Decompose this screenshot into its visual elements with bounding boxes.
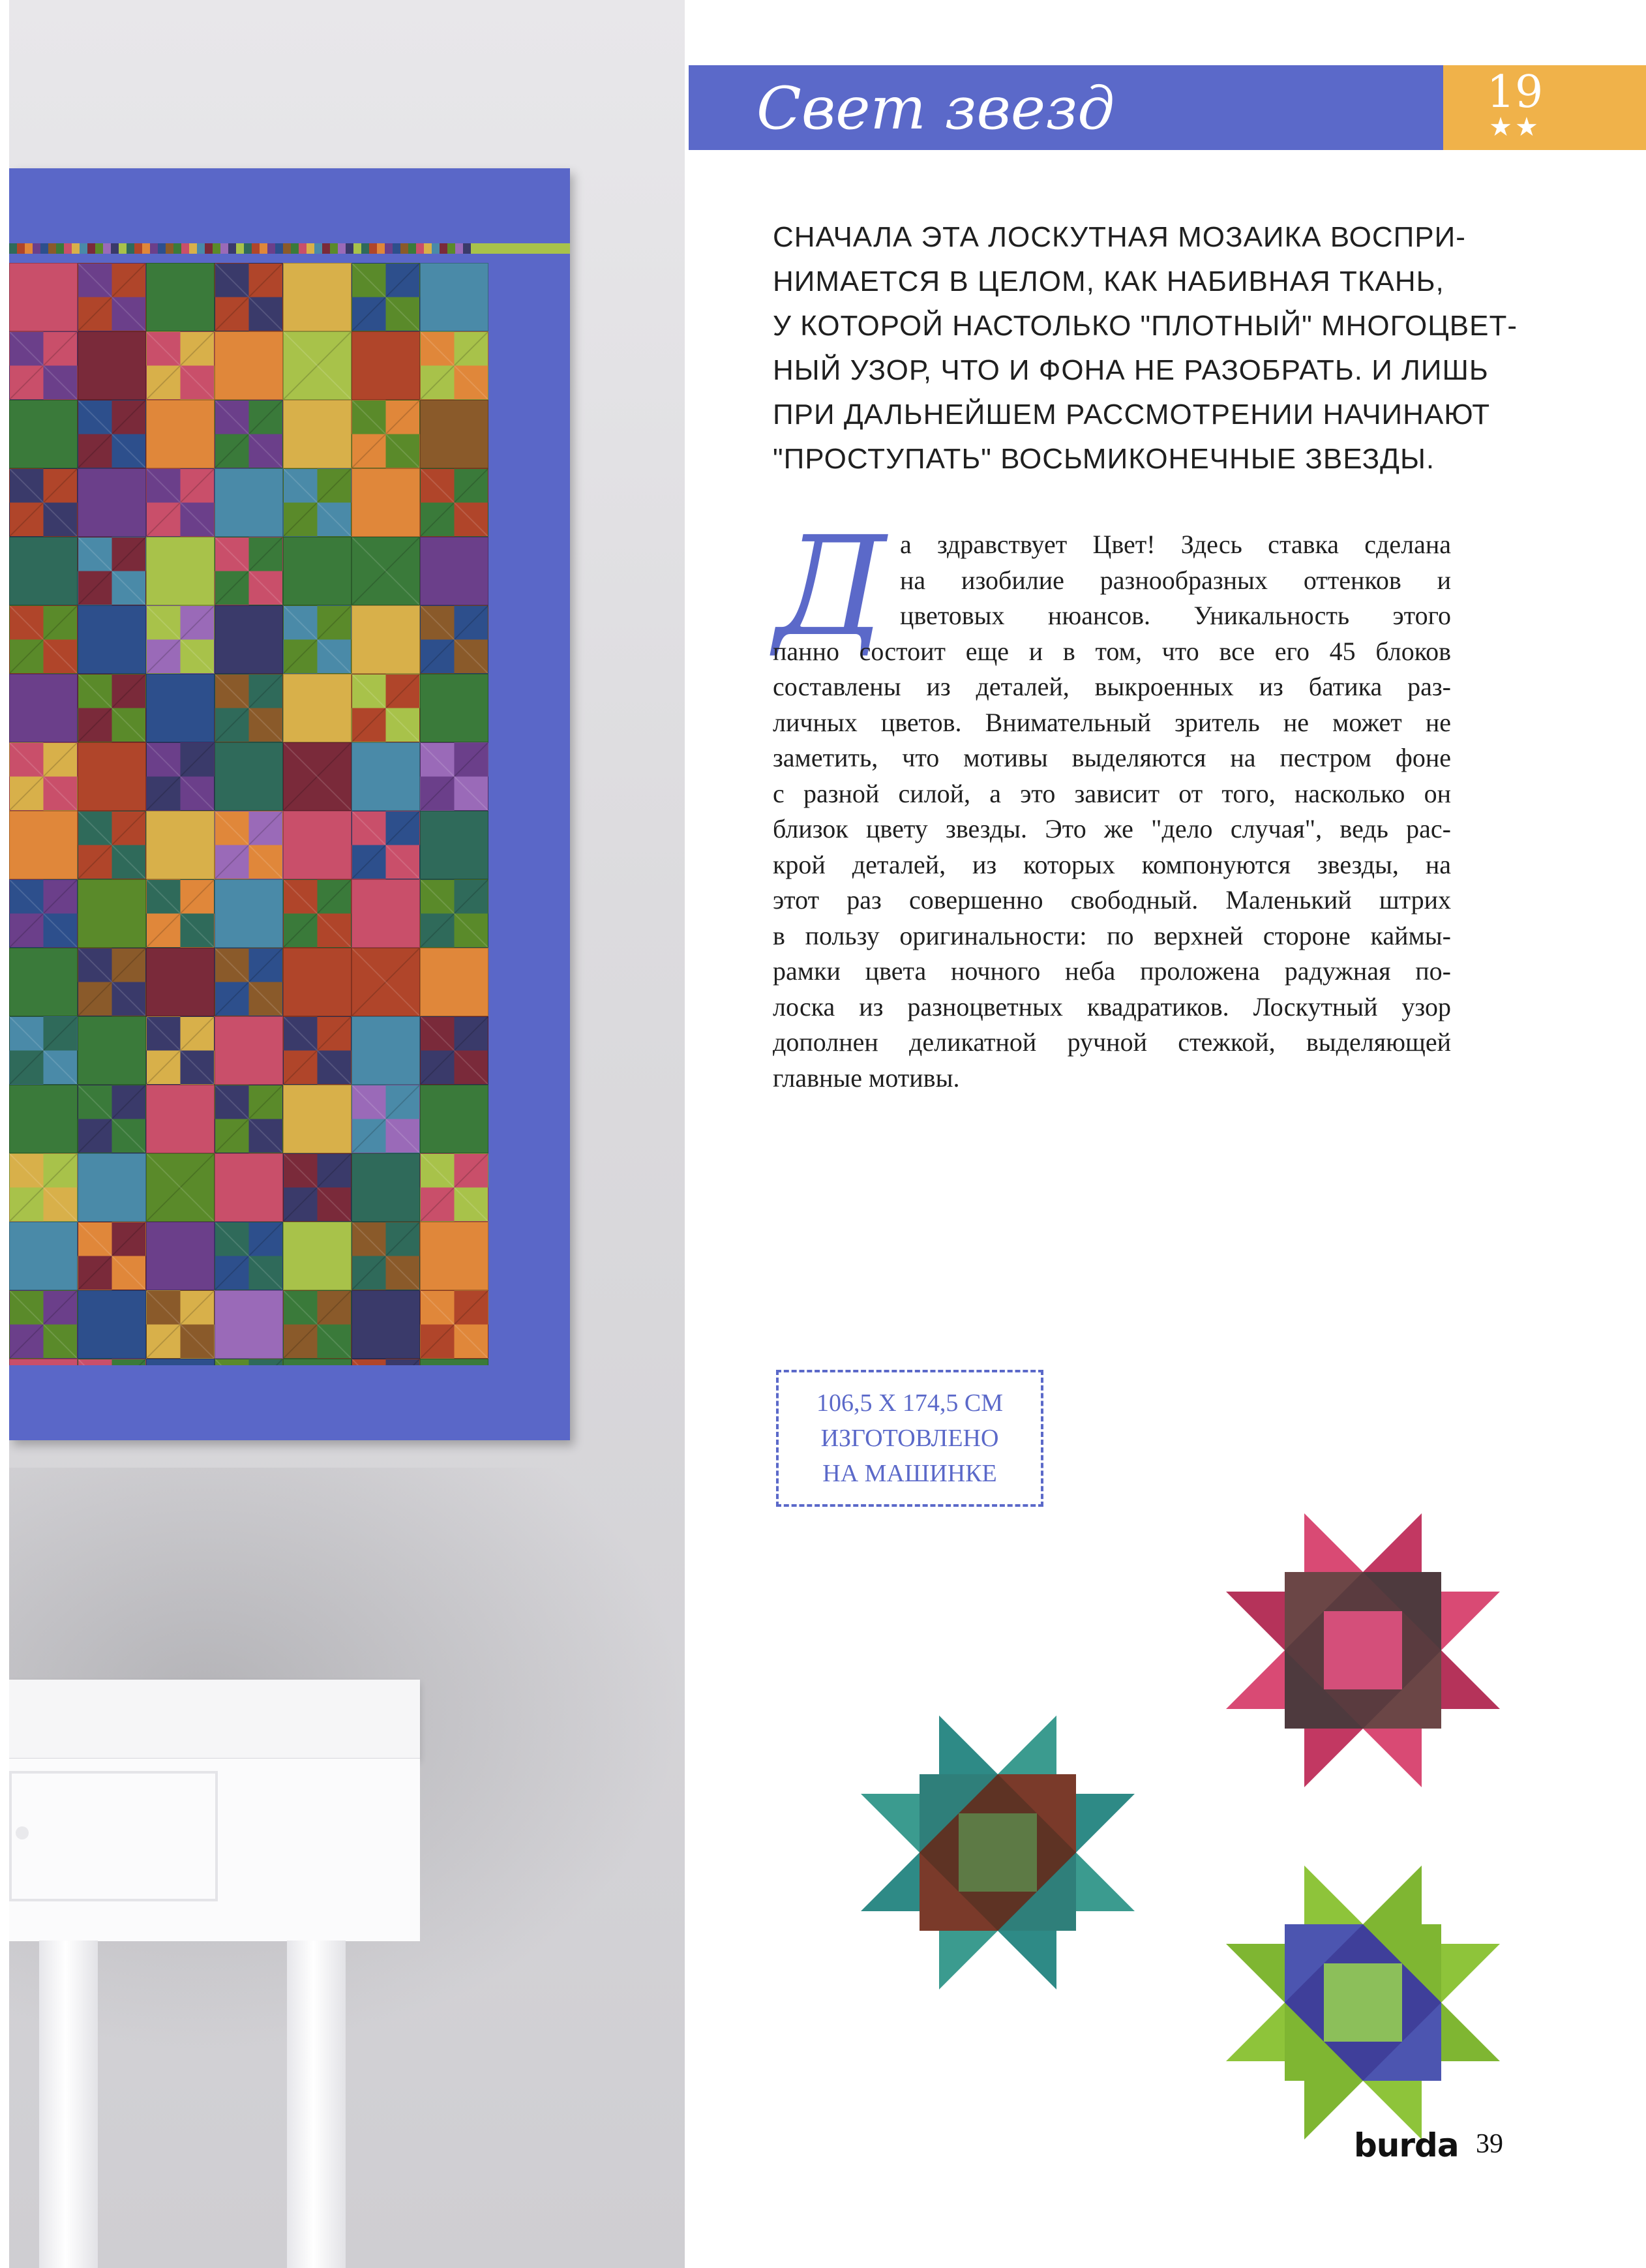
quilt-patch — [283, 879, 352, 948]
quilt-patch — [78, 742, 146, 811]
body-line: рамки цвета ночного неба проложена радужная по- — [773, 956, 1451, 986]
quilt-patch — [215, 948, 283, 1016]
quilt-patch — [215, 674, 283, 742]
quilt-patch — [9, 263, 78, 331]
quilt-patch — [78, 537, 146, 605]
quilt-patch — [283, 1153, 352, 1222]
quilt-patch — [9, 1016, 78, 1085]
quilt-center — [9, 263, 488, 1365]
info-line: ИЗГОТОВЛЕНО — [820, 1425, 999, 1452]
quilt-patch — [420, 1016, 488, 1085]
quilt-patch — [283, 674, 352, 742]
quilt-patch — [146, 742, 215, 811]
quilt-patch — [78, 879, 146, 948]
quilt-patch — [9, 1290, 78, 1359]
quilt-patch — [352, 605, 420, 674]
quilt-patch — [78, 400, 146, 468]
body-line: личных цветов. Внимательный зритель не может не — [773, 707, 1451, 737]
quilt-patch — [420, 1359, 488, 1365]
quilt-patch — [352, 331, 420, 400]
quilt-patch — [146, 879, 215, 948]
quilt-patch — [146, 674, 215, 742]
quilt-patch — [215, 1290, 283, 1359]
quilt-patch — [78, 331, 146, 400]
quilt-patch — [146, 1290, 215, 1359]
quilt-patch — [420, 1085, 488, 1153]
quilt-patch — [78, 948, 146, 1016]
quilt-patch — [9, 400, 78, 468]
quilt-patch — [146, 263, 215, 331]
body-line: главные мотивы. — [773, 1063, 960, 1093]
quilt-patch — [283, 1085, 352, 1153]
rainbow-stripe — [9, 243, 570, 254]
quilt-patch — [352, 1016, 420, 1085]
quilt-patch — [9, 879, 78, 948]
quilt-patch — [283, 1359, 352, 1365]
drop-cap: Д — [775, 507, 886, 667]
quilt-patch — [215, 263, 283, 331]
body-text — [773, 527, 1451, 1096]
quilt-patch — [283, 811, 352, 879]
quilt-patch — [215, 400, 283, 468]
quilt-patch — [146, 811, 215, 879]
quilt-patch — [215, 1085, 283, 1153]
quilt-patch — [9, 331, 78, 400]
quilt-patch — [146, 1153, 215, 1222]
quilt-patch — [146, 331, 215, 400]
quilt-patch — [420, 1290, 488, 1359]
brand-logo: burda — [1354, 2126, 1459, 2164]
quilt-patch — [420, 537, 488, 605]
quilt-patch — [9, 1359, 78, 1365]
quilt-patch — [78, 468, 146, 537]
quilt-patch — [78, 811, 146, 879]
table-top — [9, 1680, 420, 1758]
quilt-patch — [78, 1290, 146, 1359]
quilt-patch — [215, 331, 283, 400]
quilt-patch — [352, 742, 420, 811]
quilt-patch — [352, 537, 420, 605]
info-line: НА МАШИНКЕ — [822, 1460, 997, 1487]
lead-paragraph — [773, 215, 1518, 481]
quilt-patch — [9, 605, 78, 674]
quilt-patch — [78, 1153, 146, 1222]
difficulty-stars: ★★ — [1489, 112, 1541, 142]
quilt-patch — [215, 468, 283, 537]
quilt-patch — [420, 742, 488, 811]
quilt-patch — [215, 1359, 283, 1365]
quilt-patch — [352, 1359, 420, 1365]
quilt-patch — [146, 948, 215, 1016]
quilt-patch — [9, 1153, 78, 1222]
quilt-patch — [215, 537, 283, 605]
quilt-photo — [0, 0, 685, 2268]
quilt-patch — [9, 811, 78, 879]
table-drawer — [9, 1771, 218, 1901]
body-line: этот раз совершенно свободный. Маленький штрих — [773, 885, 1451, 915]
quilt-patch — [420, 263, 488, 331]
lead-line: "ПРОСТУПАТЬ" ВОСЬМИКОНЕЧНЫЕ ЗВЕЗДЫ. — [773, 443, 1435, 475]
quilt-patch — [9, 468, 78, 537]
quilt-patch — [78, 1359, 146, 1365]
quilt-patch — [9, 537, 78, 605]
lead-line: СНАЧАЛА ЭТА ЛОСКУТНАЯ МОЗАИКА ВОСПРИ- — [773, 221, 1466, 253]
quilt-patch — [420, 400, 488, 468]
pink-star-block — [1226, 1513, 1500, 1787]
quilt-patch — [352, 400, 420, 468]
quilt-patch — [420, 1222, 488, 1290]
body-line: крой деталей, из которых компонуются звезды, на — [773, 849, 1451, 879]
quilt-patch — [352, 1153, 420, 1222]
lead-line: НИМАЕТСЯ В ЦЕЛОМ, КАК НАБИВНАЯ ТКАНЬ, — [773, 265, 1444, 297]
quilt-patch — [9, 1085, 78, 1153]
teal-star-block — [861, 1716, 1135, 1989]
info-box — [776, 1370, 1043, 1507]
quilt-patch — [283, 1016, 352, 1085]
quilt-patch — [352, 1222, 420, 1290]
quilt-patch — [283, 537, 352, 605]
table-leg — [287, 1941, 346, 2268]
quilt-patch — [215, 1153, 283, 1222]
quilt-patch — [283, 1290, 352, 1359]
quilt-patch — [146, 605, 215, 674]
quilt-patch — [283, 400, 352, 468]
quilt-patch — [9, 742, 78, 811]
lead-line: НЫЙ УЗОР, ЧТО И ФОНА НЕ РАЗОБРАТЬ. И ЛИШЬ — [773, 354, 1489, 386]
quilt-patch — [146, 468, 215, 537]
quilt-patch — [215, 811, 283, 879]
quilt-patch — [146, 1016, 215, 1085]
quilt-patch — [9, 1222, 78, 1290]
quilt-patch — [215, 1016, 283, 1085]
quilt-patch — [420, 879, 488, 948]
body-line: в пользу оригинальности: по верхней стороне каймы- — [773, 920, 1451, 950]
quilt-patch — [420, 605, 488, 674]
quilt-patch — [352, 468, 420, 537]
quilt-patch — [9, 674, 78, 742]
quilt-patch — [283, 468, 352, 537]
quilt-patch — [420, 948, 488, 1016]
table-leg — [39, 1941, 98, 2268]
info-size: 106,5 X 174,5 СМ — [816, 1389, 1004, 1417]
body-line: дополнен деликатной ручной стежкой, выделяющей — [773, 1027, 1451, 1057]
quilt-patch — [352, 811, 420, 879]
body-line: близок цвету звезды. Это же "дело случая", ведь рас- — [773, 814, 1451, 843]
quilt-patch — [283, 1222, 352, 1290]
body-line: лоска из разноцветных квадратиков. Лоскутный узор — [773, 991, 1451, 1021]
quilt-patch — [146, 1085, 215, 1153]
quilt-patch — [215, 879, 283, 948]
lead-line: У КОТОРОЙ НАСТОЛЬКО "ПЛОТНЫЙ" МНОГОЦВЕТ- — [773, 310, 1518, 342]
quilt-patch — [283, 263, 352, 331]
quilt — [9, 168, 570, 1440]
quilt-patch — [283, 331, 352, 400]
model-number: 19 — [1486, 67, 1544, 118]
page-edge — [0, 0, 9, 2268]
quilt-grid — [9, 263, 488, 1365]
green-star-block — [1226, 1866, 1500, 2139]
quilt-patch — [78, 674, 146, 742]
quilt-patch — [146, 1359, 215, 1365]
quilt-patch — [215, 605, 283, 674]
quilt-patch — [352, 1085, 420, 1153]
body-line: цветовых нюансов. Уникальность этого — [900, 601, 1451, 630]
page-title: Свет звезд — [756, 74, 1115, 143]
quilt-patch — [283, 948, 352, 1016]
quilt-patch — [420, 468, 488, 537]
body-line: а здравствует Цвет! Здесь ставка сделана — [900, 530, 1451, 559]
quilt-patch — [420, 674, 488, 742]
quilt-patch — [420, 811, 488, 879]
quilt-patch — [146, 537, 215, 605]
quilt-patch — [78, 1222, 146, 1290]
drawer-knob — [16, 1826, 29, 1839]
quilt-patch — [78, 1085, 146, 1153]
quilt-patch — [352, 879, 420, 948]
quilt-patch — [146, 400, 215, 468]
quilt-patch — [352, 1290, 420, 1359]
quilt-patch — [215, 1222, 283, 1290]
lead-line: ПРИ ДАЛЬНЕЙШЕМ РАССМОТРЕНИИ НАЧИНАЮТ — [773, 399, 1491, 431]
quilt-patch — [9, 948, 78, 1016]
quilt-patch — [78, 263, 146, 331]
body-line: на изобилие разнообразных оттенков и — [900, 565, 1451, 595]
quilt-patch — [352, 948, 420, 1016]
quilt-patch — [215, 742, 283, 811]
quilt-patch — [283, 605, 352, 674]
body-line: составлены из деталей, выкроенных из батика раз- — [773, 672, 1451, 701]
body-line: панно состоит еще и в том, что все его 45 блоков — [773, 636, 1451, 666]
quilt-patch — [352, 674, 420, 742]
quilt-patch — [283, 742, 352, 811]
body-line: с разной силой, а это зависит от того, насколько он — [773, 778, 1451, 808]
quilt-patch — [420, 1153, 488, 1222]
body-line: заметить, что мотивы выделяются на пестром фоне — [773, 743, 1451, 772]
page-number: 39 — [1476, 2129, 1503, 2159]
quilt-patch — [352, 263, 420, 331]
quilt-patch — [78, 605, 146, 674]
quilt-patch — [420, 331, 488, 400]
quilt-patch — [146, 1222, 215, 1290]
quilt-patch — [78, 1016, 146, 1085]
